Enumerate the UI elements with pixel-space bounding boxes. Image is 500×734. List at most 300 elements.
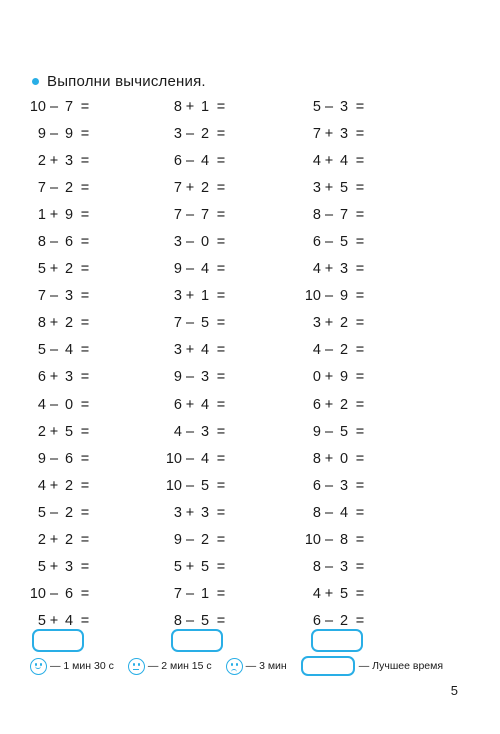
operator: – — [49, 450, 59, 467]
problem-row — [301, 499, 387, 526]
time-box-column-3[interactable] — [311, 629, 363, 652]
operand: 4 — [312, 342, 321, 359]
operand: 7 — [173, 179, 182, 196]
operand: 3 — [173, 288, 182, 305]
operand: 2 — [339, 613, 349, 630]
operand: 2 — [64, 261, 74, 278]
operand: 4 — [339, 152, 349, 169]
legend-best-time-label: — Лучшее время — [358, 660, 444, 672]
equals-sign: = — [355, 342, 365, 359]
operator: – — [185, 586, 195, 603]
operand: 3 — [339, 477, 349, 494]
problem-row — [26, 337, 112, 364]
problem-column-2 — [162, 93, 248, 635]
operator: – — [185, 234, 195, 251]
time-box-column-1[interactable] — [32, 629, 84, 652]
operator: – — [324, 234, 334, 251]
equals-sign: = — [355, 206, 365, 223]
problem-row — [26, 391, 112, 418]
operand: 7 — [173, 586, 182, 603]
operator: – — [185, 450, 195, 467]
operand: 2 — [339, 342, 349, 359]
operand: 2 — [200, 179, 210, 196]
operator: – — [49, 504, 59, 521]
operand: 9 — [339, 288, 349, 305]
equals-sign: = — [80, 559, 90, 576]
operand: 2 — [64, 532, 74, 549]
operand: 4 — [37, 477, 46, 494]
equals-sign: = — [355, 179, 365, 196]
instruction — [32, 70, 206, 92]
operand: 3 — [312, 315, 321, 332]
equals-sign: = — [80, 206, 90, 223]
operator: + — [49, 369, 59, 386]
problem-row — [162, 418, 248, 445]
operand: 1 — [200, 586, 210, 603]
operand: 8 — [173, 98, 182, 115]
operator: – — [49, 234, 59, 251]
operator: + — [185, 396, 195, 413]
operator: – — [324, 342, 334, 359]
operator: + — [49, 477, 59, 494]
problem-row — [301, 418, 387, 445]
operand: 6 — [312, 613, 321, 630]
operand: 8 — [37, 234, 46, 251]
problem-row — [162, 527, 248, 554]
problem-row — [162, 283, 248, 310]
operator: – — [185, 125, 195, 142]
equals-sign: = — [355, 586, 365, 603]
problem-row — [26, 418, 112, 445]
operator: – — [324, 206, 334, 223]
equals-sign: = — [355, 98, 365, 115]
operand: 3 — [173, 125, 182, 142]
problem-row — [301, 337, 387, 364]
problem-row — [26, 364, 112, 391]
operand: 9 — [312, 423, 321, 440]
operator: – — [49, 396, 59, 413]
equals-sign: = — [216, 559, 226, 576]
equals-sign: = — [80, 234, 90, 251]
problem-row — [301, 310, 387, 337]
operand: 7 — [200, 206, 210, 223]
operand: 3 — [312, 179, 321, 196]
operand: 4 — [37, 396, 46, 413]
problem-row — [26, 174, 112, 201]
operand: 4 — [312, 586, 321, 603]
operand: 5 — [173, 559, 182, 576]
problem-row — [301, 364, 387, 391]
operand: 10 — [304, 288, 321, 305]
operator: – — [185, 613, 195, 630]
operand: 3 — [339, 559, 349, 576]
operand: 5 — [37, 613, 46, 630]
operand: 5 — [37, 261, 46, 278]
problem-row — [301, 147, 387, 174]
legend-best-time — [301, 656, 443, 676]
operator: – — [185, 477, 195, 494]
problem-row — [301, 445, 387, 472]
problem-row — [301, 93, 387, 120]
operator: + — [49, 261, 59, 278]
equals-sign: = — [216, 261, 226, 278]
operand: 5 — [37, 559, 46, 576]
operand: 1 — [200, 98, 210, 115]
operator: + — [49, 532, 59, 549]
operand: 9 — [64, 125, 74, 142]
operand: 3 — [64, 288, 74, 305]
operator: + — [324, 396, 334, 413]
sad-face-icon — [226, 658, 243, 675]
equals-sign: = — [355, 152, 365, 169]
operand: 4 — [173, 423, 182, 440]
operand: 0 — [64, 396, 74, 413]
operator: + — [49, 206, 59, 223]
equals-sign: = — [216, 477, 226, 494]
equals-sign: = — [216, 234, 226, 251]
operator: – — [324, 613, 334, 630]
operand: 10 — [29, 586, 46, 603]
equals-sign: = — [80, 288, 90, 305]
operand: 3 — [64, 559, 74, 576]
operand: 3 — [339, 125, 349, 142]
operator: – — [324, 532, 334, 549]
operand: 5 — [339, 179, 349, 196]
operator: – — [185, 369, 195, 386]
operator: + — [324, 125, 334, 142]
operand: 2 — [200, 532, 210, 549]
operand: 4 — [200, 396, 210, 413]
equals-sign: = — [355, 477, 365, 494]
equals-sign: = — [216, 125, 226, 142]
operand: 6 — [37, 369, 46, 386]
operator: – — [49, 342, 59, 359]
legend-sad — [226, 658, 287, 675]
equals-sign: = — [80, 586, 90, 603]
operand: 3 — [64, 152, 74, 169]
problem-row — [26, 120, 112, 147]
operand: 6 — [312, 477, 321, 494]
operand: 3 — [339, 98, 349, 115]
operator: + — [324, 315, 334, 332]
operator: + — [49, 423, 59, 440]
operand: 7 — [339, 206, 349, 223]
operator: – — [324, 98, 334, 115]
problem-row — [162, 364, 248, 391]
instruction-text: Выполни вычисления. — [47, 72, 206, 90]
operand: 2 — [37, 423, 46, 440]
equals-sign: = — [80, 315, 90, 332]
equals-sign: = — [355, 234, 365, 251]
problem-row — [162, 93, 248, 120]
operand: 4 — [64, 613, 74, 630]
operand: 8 — [312, 504, 321, 521]
operand: 4 — [200, 261, 210, 278]
problem-row — [162, 337, 248, 364]
equals-sign: = — [80, 423, 90, 440]
operand: 5 — [339, 423, 349, 440]
operand: 5 — [37, 504, 46, 521]
legend-happy — [30, 658, 114, 675]
operand: 5 — [64, 423, 74, 440]
operand: 7 — [37, 288, 46, 305]
operator: – — [185, 423, 195, 440]
operand: 9 — [173, 532, 182, 549]
operand: 3 — [173, 234, 182, 251]
problem-row — [301, 174, 387, 201]
equals-sign: = — [216, 342, 226, 359]
problem-row — [162, 174, 248, 201]
operand: 10 — [29, 98, 46, 115]
problem-row — [26, 499, 112, 526]
legend-happy-label: — 1 мин 30 с — [50, 660, 114, 672]
operand: 4 — [339, 504, 349, 521]
operand: 3 — [200, 369, 210, 386]
problem-row — [26, 283, 112, 310]
operand: 0 — [339, 450, 349, 467]
operator: – — [185, 315, 195, 332]
equals-sign: = — [80, 98, 90, 115]
operand: 5 — [200, 315, 210, 332]
operand: 3 — [339, 261, 349, 278]
operator: – — [185, 152, 195, 169]
equals-sign: = — [355, 125, 365, 142]
equals-sign: = — [355, 369, 365, 386]
equals-sign: = — [216, 206, 226, 223]
equals-sign: = — [80, 532, 90, 549]
equals-sign: = — [216, 288, 226, 305]
problem-row — [26, 147, 112, 174]
operator: + — [324, 152, 334, 169]
operator: – — [185, 261, 195, 278]
operator: + — [185, 342, 195, 359]
time-box-column-2[interactable] — [171, 629, 223, 652]
operand: 7 — [37, 179, 46, 196]
operand: 2 — [64, 179, 74, 196]
operand: 6 — [64, 586, 74, 603]
operand: 2 — [37, 152, 46, 169]
equals-sign: = — [355, 450, 365, 467]
equals-sign: = — [80, 613, 90, 630]
operand: 5 — [312, 98, 321, 115]
operand: 6 — [173, 396, 182, 413]
problem-row — [301, 581, 387, 608]
operand: 5 — [339, 586, 349, 603]
equals-sign: = — [355, 504, 365, 521]
equals-sign: = — [80, 125, 90, 142]
equals-sign: = — [216, 532, 226, 549]
operand: 5 — [200, 613, 210, 630]
operator: – — [185, 206, 195, 223]
operator: – — [324, 559, 334, 576]
legend-neutral — [128, 658, 212, 675]
operand: 2 — [37, 532, 46, 549]
operand: 4 — [200, 342, 210, 359]
equals-sign: = — [80, 450, 90, 467]
operand: 3 — [200, 504, 210, 521]
equals-sign: = — [80, 342, 90, 359]
operator: + — [324, 450, 334, 467]
operand: 2 — [64, 504, 74, 521]
operand: 0 — [312, 369, 321, 386]
operator: + — [324, 586, 334, 603]
problem-row — [162, 256, 248, 283]
operator: – — [49, 179, 59, 196]
operand: 9 — [64, 206, 74, 223]
equals-sign: = — [355, 613, 365, 630]
operator: – — [324, 477, 334, 494]
operand: 5 — [37, 342, 46, 359]
operand: 8 — [312, 206, 321, 223]
operand: 3 — [64, 369, 74, 386]
problem-row — [162, 201, 248, 228]
equals-sign: = — [216, 423, 226, 440]
operand: 9 — [173, 261, 182, 278]
problem-row — [26, 93, 112, 120]
equals-sign: = — [355, 559, 365, 576]
operator: + — [324, 261, 334, 278]
equals-sign: = — [355, 315, 365, 332]
problem-row — [26, 310, 112, 337]
operand: 6 — [173, 152, 182, 169]
problem-row — [26, 472, 112, 499]
operand: 9 — [173, 369, 182, 386]
problem-row — [26, 581, 112, 608]
problem-row — [301, 391, 387, 418]
problem-column-1 — [26, 93, 112, 635]
equals-sign: = — [216, 179, 226, 196]
equals-sign: = — [355, 532, 365, 549]
operator: + — [324, 369, 334, 386]
operand: 8 — [37, 315, 46, 332]
equals-sign: = — [355, 396, 365, 413]
problem-row — [301, 472, 387, 499]
operand: 4 — [200, 450, 210, 467]
operator: – — [49, 98, 59, 115]
equals-sign: = — [355, 423, 365, 440]
operator: + — [185, 504, 195, 521]
operand: 4 — [312, 152, 321, 169]
operator: + — [185, 559, 195, 576]
operand: 10 — [165, 477, 182, 494]
operator: – — [49, 125, 59, 142]
problem-row — [162, 472, 248, 499]
operand: 8 — [312, 450, 321, 467]
operator: + — [324, 179, 334, 196]
operator: – — [324, 288, 334, 305]
operator: + — [49, 613, 59, 630]
operand: 9 — [37, 450, 46, 467]
operand: 6 — [312, 234, 321, 251]
problem-row — [26, 527, 112, 554]
problem-row — [26, 554, 112, 581]
operand: 7 — [64, 98, 74, 115]
equals-sign: = — [80, 504, 90, 521]
operand: 2 — [200, 125, 210, 142]
operand: 2 — [64, 315, 74, 332]
equals-sign: = — [80, 396, 90, 413]
operand: 1 — [200, 288, 210, 305]
operand: 8 — [312, 559, 321, 576]
problem-row — [162, 120, 248, 147]
equals-sign: = — [355, 261, 365, 278]
happy-face-icon — [30, 658, 47, 675]
operand: 10 — [304, 532, 321, 549]
equals-sign: = — [80, 179, 90, 196]
operand: 3 — [173, 504, 182, 521]
operator: + — [49, 315, 59, 332]
problem-row — [162, 147, 248, 174]
problem-column-3 — [301, 93, 387, 635]
problem-row — [162, 310, 248, 337]
operand: 2 — [339, 315, 349, 332]
operator: – — [185, 532, 195, 549]
problem-row — [301, 527, 387, 554]
operator: + — [49, 152, 59, 169]
operand: 0 — [200, 234, 210, 251]
problem-row — [301, 256, 387, 283]
equals-sign: = — [216, 396, 226, 413]
legend-neutral-label: — 2 мин 15 с — [147, 660, 212, 672]
operand: 4 — [200, 152, 210, 169]
operand: 8 — [173, 613, 182, 630]
operand: 5 — [339, 234, 349, 251]
problem-row — [162, 228, 248, 255]
problem-row — [162, 445, 248, 472]
operand: 9 — [37, 125, 46, 142]
problem-row — [301, 554, 387, 581]
operand: 6 — [64, 234, 74, 251]
operand: 7 — [312, 125, 321, 142]
operator: + — [49, 559, 59, 576]
operand: 4 — [312, 261, 321, 278]
neutral-face-icon — [128, 658, 145, 675]
operand: 7 — [173, 206, 182, 223]
operator: – — [324, 504, 334, 521]
problem-row — [26, 256, 112, 283]
equals-sign: = — [216, 613, 226, 630]
equals-sign: = — [355, 288, 365, 305]
operand: 5 — [200, 477, 210, 494]
operator: + — [185, 98, 195, 115]
equals-sign: = — [216, 315, 226, 332]
operand: 2 — [339, 396, 349, 413]
problem-row — [162, 554, 248, 581]
equals-sign: = — [80, 477, 90, 494]
problem-row — [301, 228, 387, 255]
problem-row — [162, 391, 248, 418]
time-legend — [30, 655, 470, 677]
page-number: 5 — [450, 683, 458, 698]
operator: + — [185, 288, 195, 305]
problem-row — [301, 120, 387, 147]
operand: 8 — [339, 532, 349, 549]
operator: – — [324, 423, 334, 440]
operator: + — [185, 179, 195, 196]
operand: 10 — [165, 450, 182, 467]
operand: 4 — [64, 342, 74, 359]
problem-row — [301, 201, 387, 228]
operand: 3 — [200, 423, 210, 440]
problem-row — [26, 228, 112, 255]
bullet-icon — [32, 78, 39, 85]
operand: 7 — [173, 315, 182, 332]
best-time-box[interactable] — [301, 656, 355, 676]
equals-sign: = — [216, 369, 226, 386]
problem-row — [162, 499, 248, 526]
operand: 6 — [64, 450, 74, 467]
problem-row — [162, 581, 248, 608]
